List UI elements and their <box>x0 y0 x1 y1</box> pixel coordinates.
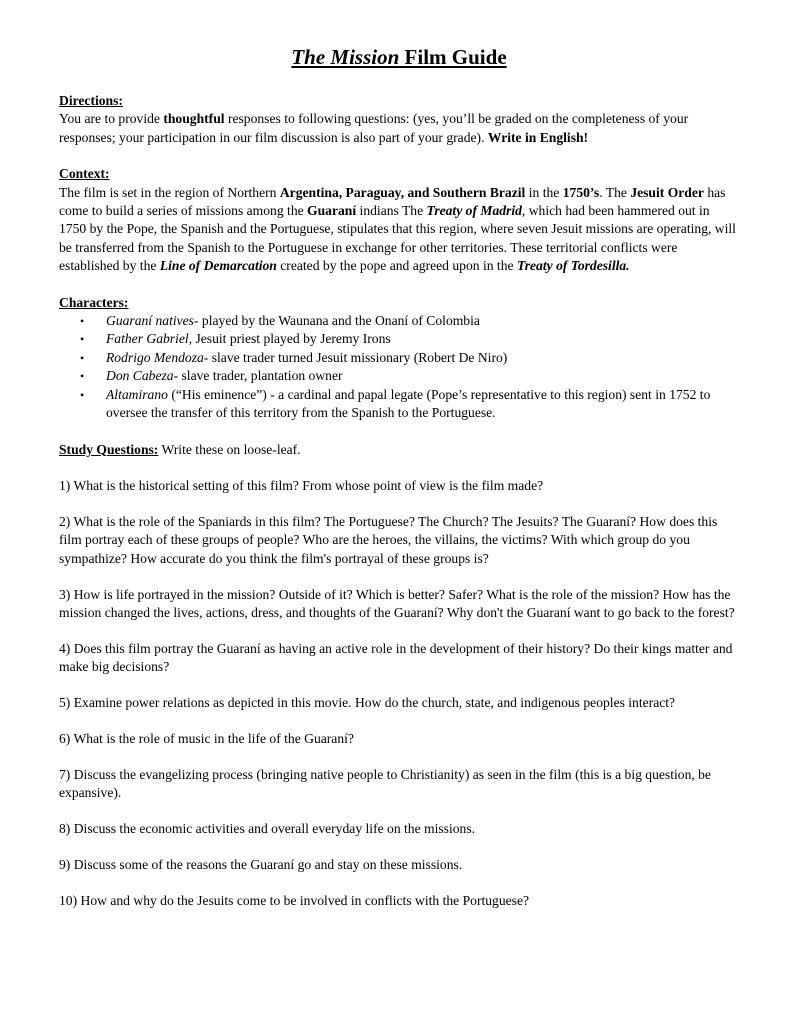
context-text-14: Treaty of Tordesilla. <box>516 258 630 274</box>
bullet-icon: • <box>80 387 85 402</box>
directions-text <box>59 110 739 147</box>
character-name: Altamirano <box>106 386 168 402</box>
study-questions-header <box>59 441 739 459</box>
page-title <box>59 44 739 70</box>
character-desc: - played by the Waunana and the Onaní of Colombia <box>193 313 480 329</box>
character-desc: - slave trader turned Jesuit missionary (Robert De Niro) <box>203 349 508 365</box>
directions-text-4: Write in English! <box>487 129 589 145</box>
context-text-10: Treaty of Madrid <box>426 203 522 219</box>
context-text-4: 1750’s <box>562 184 600 200</box>
context-text-5: . The <box>599 184 631 200</box>
context-text-7: has come to build a series of missions among the <box>59 184 726 219</box>
list-item <box>80 386 739 423</box>
question-item: 4) Does this film portray the Guaraní as having an active role in the development of their history? Do their kings matter and make big decisions? <box>59 640 733 675</box>
list-item <box>80 312 739 330</box>
context-text <box>59 184 739 276</box>
directions-text-2: thoughtful <box>163 111 225 127</box>
characters-section <box>59 294 739 423</box>
character-name: Father Gabriel <box>106 331 189 347</box>
context-section <box>59 165 739 275</box>
context-text-2: Argentina, Paraguay, and Southern Brazil <box>279 184 526 200</box>
context-text-1: The film is set in the region of Northern <box>59 184 280 200</box>
question-item: 5) Examine power relations as depicted in this movie. How do the church, state, and indigenous peoples interact? <box>59 695 676 711</box>
directions-heading: Directions: <box>59 93 123 108</box>
character-desc: (“His eminence”) - a cardinal and papal legate (Pope’s representative to this region) sent in 1752 to oversee the transfer of this territory from the Spanish to the Portuguese. <box>106 386 711 421</box>
question-item: 10) How and why do the Jesuits come to be involved in conflicts with the Portuguese? <box>59 893 530 909</box>
list-item <box>80 367 739 385</box>
question-item: 1) What is the historical setting of this film? From whose point of view is the film made? <box>59 477 544 493</box>
bullet-icon: • <box>80 314 85 329</box>
question-item: 9) Discuss some of the reasons the Guaraní go and stay on these missions. <box>59 857 463 873</box>
directions-text-3: responses to following questions: (yes, you’ll be graded on the completeness of your responses; your participation in our film discussion is also part of your grade). <box>59 111 689 145</box>
context-text-13: created by the pope and agreed upon in the <box>276 258 517 274</box>
context-text-11: , which had been hammered out in 1750 by the Pope, the Spanish and the Portuguese, stipulates that this region, where seven Jesuit missions are operating, will be transferred from the Spanish to the Portuguese in exchange for other territories. These territorial conflicts were established by the <box>59 203 736 274</box>
question-item: 8) Discuss the economic activities and overall everyday life on the missions. <box>59 821 476 837</box>
title-rest: Film Guide <box>399 45 507 69</box>
context-text-6: Jesuit Order <box>630 184 704 200</box>
context-text-12: Line of Demarcation <box>159 258 277 274</box>
questions-list <box>59 477 739 911</box>
list-item <box>80 349 739 367</box>
character-name: Don Cabeza <box>106 368 174 384</box>
question-item: 7) Discuss the evangelizing process (bringing native people to Christianity) as seen in the film (this is a big question, be expansive). <box>59 766 711 801</box>
document-page <box>59 44 739 928</box>
character-desc: - slave trader, plantation owner <box>173 368 343 384</box>
bullet-icon: • <box>80 350 85 365</box>
characters-list <box>59 312 739 422</box>
context-text-8: Guaraní <box>307 203 357 219</box>
directions-text-1: You are to provide <box>59 111 164 127</box>
characters-heading: Characters: <box>59 294 129 310</box>
list-item <box>80 330 739 348</box>
context-heading: Context: <box>59 166 110 182</box>
directions-section <box>59 92 739 147</box>
study-questions-heading: Study Questions: <box>59 441 159 457</box>
study-questions-section <box>59 441 739 459</box>
question-item: 6) What is the role of music in the life of the Guaraní? <box>59 731 354 747</box>
context-text-9: indians The <box>356 203 427 219</box>
question-item: 3) How is life portrayed in the mission? Outside of it? Which is better? Safer? What is the role of the mission? How has the mission changed the lives, actions, dress, and thoughts of the Guaraní? Why don't the Guaraní want to go back to the forest? <box>59 586 735 620</box>
character-desc: , Jesuit priest played by Jeremy Irons <box>188 331 391 347</box>
context-text-3: in the <box>525 184 563 200</box>
character-name: Rodrigo Mendoza <box>106 349 204 365</box>
title-film-name: The Mission <box>291 45 400 69</box>
bullet-icon: • <box>80 332 85 347</box>
bullet-icon: • <box>80 369 85 384</box>
question-item: 2) What is the role of the Spaniards in this film? The Portuguese? The Church? The Jesuits? The Guaraní? How does this film portray each of these groups of people? Who are the heroes, the villains, the victims? With which group do you sympathize? How accurate do you think the film's portrayal of these groups is? <box>59 513 718 566</box>
character-name: Guaraní natives <box>106 313 194 329</box>
study-questions-note: Write these on loose-leaf. <box>158 441 301 457</box>
